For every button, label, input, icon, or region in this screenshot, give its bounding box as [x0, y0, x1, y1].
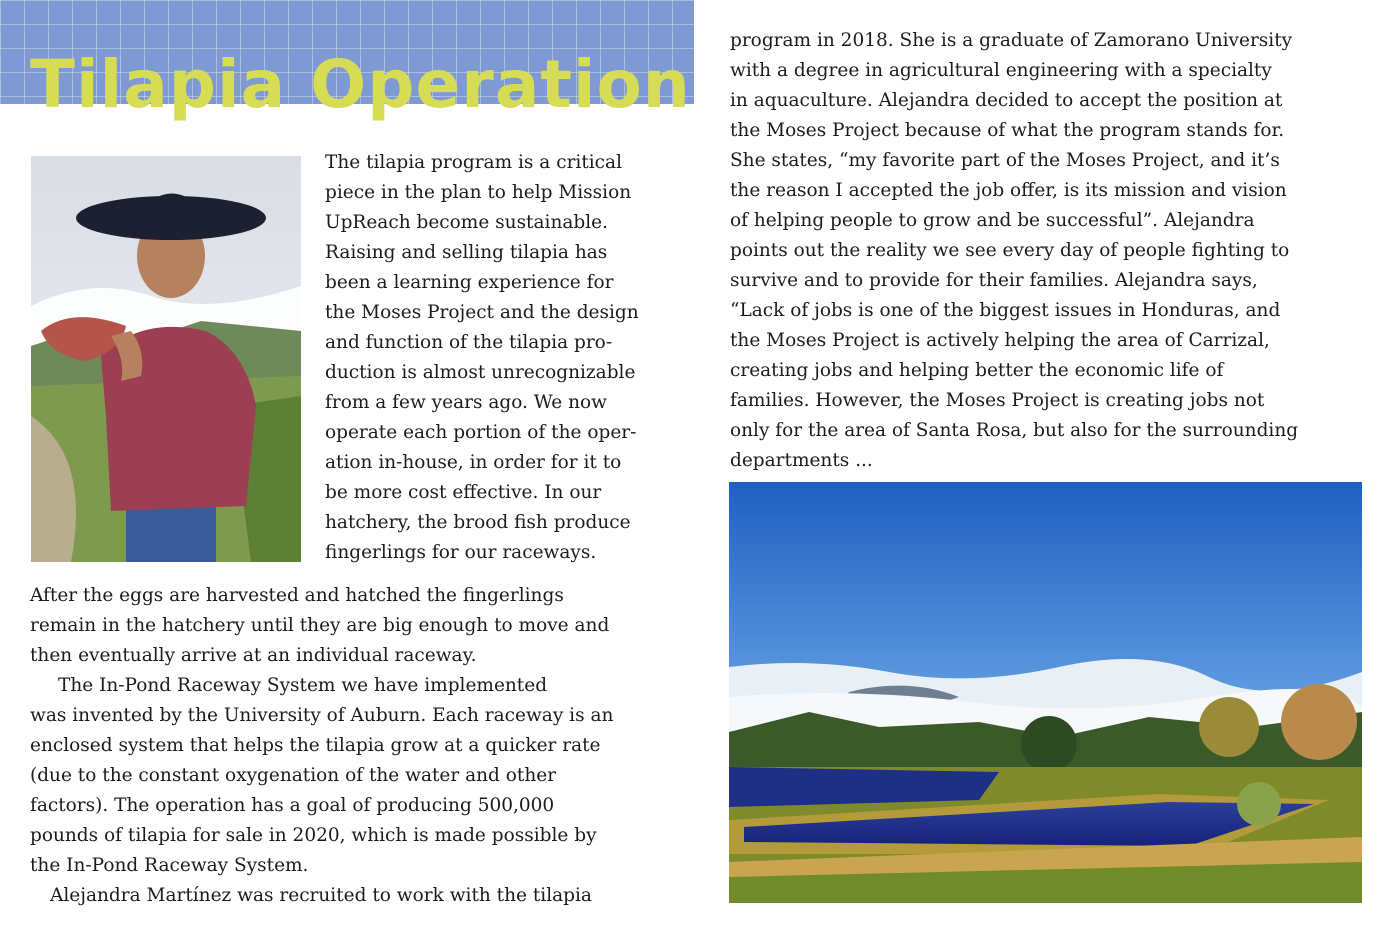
portrait-photo: [31, 156, 301, 562]
text-line: was invented by the University of Auburn. Each raceway is an: [30, 705, 614, 726]
text-line: After the eggs are harvested and hatched the fingerlings: [30, 585, 564, 606]
text-line: of helping people to grow and be successful”. Alejandra: [730, 210, 1255, 231]
text-line: program in 2018. She is a graduate of Zamorano University: [730, 30, 1293, 51]
text-line: pounds of tilapia for sale in 2020, which is made possible by: [30, 825, 597, 846]
text-line: then eventually arrive at an individual raceway.: [30, 645, 477, 666]
text-line: duction is almost unrecognizable: [325, 362, 636, 383]
text-line: and function of the tilapia pro-: [325, 332, 613, 353]
text-line: in aquaculture. Alejandra decided to accept the position at: [730, 90, 1283, 111]
text-line: remain in the hatchery until they are big enough to move and: [30, 615, 610, 636]
text-line: hatchery, the brood fish produce: [325, 512, 631, 533]
text-line: factors). The operation has a goal of producing 500,000: [30, 795, 555, 816]
text-line: ation in-house, in order for it to: [325, 452, 622, 473]
landscape-photo: [729, 482, 1362, 903]
text-line: the Moses Project because of what the program stands for.: [730, 120, 1285, 141]
text-line: families. However, the Moses Project is creating jobs not: [730, 390, 1265, 411]
text-line: operate each portion of the oper-: [325, 422, 637, 443]
text-line: (due to the constant oxygenation of the water and other: [30, 765, 557, 786]
text-line: The In-Pond Raceway System we have implemented: [58, 675, 548, 696]
text-line: only for the area of Santa Rosa, but also for the surrounding: [730, 420, 1299, 441]
text-line: the Moses Project and the design: [325, 302, 639, 323]
intro-paragraph: [325, 148, 639, 568]
text-line: piece in the plan to help Mission: [325, 182, 632, 203]
text-line: The tilapia program is a critical: [325, 152, 622, 173]
text-line: survive and to provide for their families. Alejandra says,: [730, 270, 1258, 291]
text-line: fingerlings for our raceways.: [325, 542, 597, 563]
page-title: Tilapia Operation: [30, 46, 691, 123]
text-line: UpReach become sustainable.: [325, 212, 608, 233]
text-line: the reason I accepted the job offer, is its mission and vision: [730, 180, 1287, 201]
raceway-paragraph: [30, 671, 613, 881]
text-line: She states, “my favorite part of the Moses Project, and it’s: [730, 150, 1280, 171]
text-line: the In-Pond Raceway System.: [30, 855, 309, 876]
alejandra-paragraph-continued: [730, 26, 1298, 476]
text-line: be more cost effective. In our: [325, 482, 602, 503]
text-line: enclosed system that helps the tilapia grow at a quicker rate: [30, 735, 601, 756]
alejandra-paragraph-start: [30, 881, 592, 911]
text-line: creating jobs and helping better the economic life of: [730, 360, 1224, 381]
text-line: been a learning experience for: [325, 272, 614, 293]
hatchery-paragraph: [30, 581, 609, 671]
text-line: departments ...: [730, 450, 873, 471]
text-line: Alejandra Martínez was recruited to work with the tilapia: [50, 885, 592, 906]
text-line: from a few years ago. We now: [325, 392, 607, 413]
text-line: with a degree in agricultural engineering with a specialty: [730, 60, 1272, 81]
text-line: “Lack of jobs is one of the biggest issues in Honduras, and: [730, 300, 1281, 321]
text-line: Raising and selling tilapia has: [325, 242, 608, 263]
text-line: the Moses Project is actively helping the area of Carrizal,: [730, 330, 1270, 351]
text-line: points out the reality we see every day of people fighting to: [730, 240, 1290, 261]
